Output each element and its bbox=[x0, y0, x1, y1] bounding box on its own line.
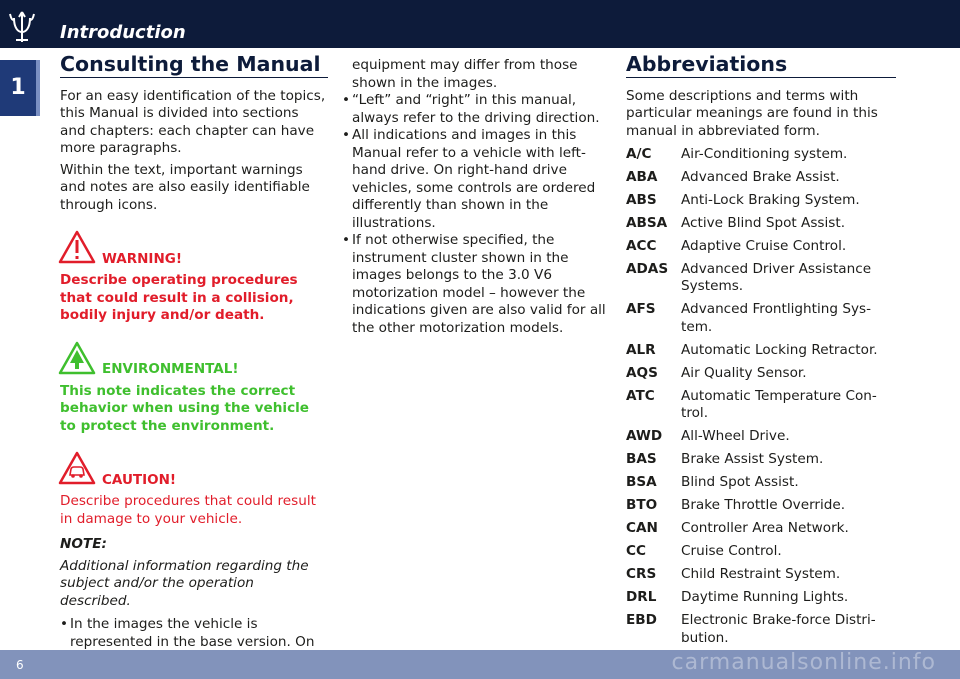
abbreviation-code: ABS bbox=[626, 191, 657, 208]
page-number: 6 bbox=[16, 658, 24, 672]
warning-block bbox=[60, 232, 328, 325]
abbreviation-row bbox=[626, 520, 896, 538]
left-column bbox=[60, 52, 328, 669]
abbreviation-row bbox=[626, 169, 896, 187]
abbreviations-list bbox=[626, 146, 896, 648]
bullet-text: In the images the vehicle is represented in the base version. On bbox=[70, 616, 315, 650]
abbreviation-definition: Advanced Brake Assist. bbox=[681, 168, 840, 185]
warning-triangle-icon bbox=[58, 230, 96, 264]
abbreviation-definition: Air Quality Sensor. bbox=[681, 364, 807, 381]
abbreviation-definition: Anti-Lock Braking System. bbox=[681, 191, 860, 208]
environmental-block bbox=[60, 343, 328, 436]
abbreviation-row bbox=[626, 451, 896, 469]
page-footer bbox=[0, 650, 960, 679]
abbreviation-definition: All-Wheel Drive. bbox=[681, 428, 790, 444]
abbreviation-row bbox=[626, 238, 896, 256]
abbreviation-definition: Brake Assist System. bbox=[681, 451, 824, 467]
abbreviation-code: AQS bbox=[626, 364, 658, 381]
abbreviation-definition: Cruise Control. bbox=[681, 543, 782, 559]
list-item-continuation bbox=[342, 57, 612, 92]
abbreviation-row bbox=[626, 215, 896, 233]
environmental-text: This note indicates the correct behavior when using the vehicle to protect the environment. bbox=[60, 382, 310, 434]
abbreviation-definition: Child Restraint System. bbox=[681, 566, 841, 582]
abbreviation-row bbox=[626, 543, 896, 561]
abbreviation-code: BAS bbox=[626, 451, 657, 467]
bullet-text: “Left” and “right” in this manual, always refer to the driving direction. bbox=[352, 92, 600, 126]
intro-paragraph-1: For an easy identification of the topics, this Manual is divided into sections and chapters: each chapter can have more paragraphs. bbox=[60, 87, 326, 156]
abbreviation-code: ATC bbox=[626, 387, 655, 404]
bullet-text: All indications and images in this Manual refer to a vehicle with left-hand drive. On right-hand drive vehicles, some controls are ordered differently than shown in the illustrations. bbox=[352, 127, 596, 231]
abbreviation-row bbox=[626, 301, 896, 336]
abbreviations-heading: Abbreviations bbox=[626, 56, 896, 78]
caution-label: CAUTION! bbox=[102, 471, 177, 488]
page-header bbox=[0, 0, 960, 48]
abbreviation-row bbox=[626, 612, 896, 647]
abbreviation-row bbox=[626, 365, 896, 383]
abbreviations-intro: Some descriptions and terms with particular meanings are found in this manual in abbreviated form. bbox=[626, 87, 878, 139]
abbreviation-definition: Electronic Brake-force Distri-bution. bbox=[681, 612, 876, 646]
middle-column bbox=[342, 57, 612, 337]
abbreviation-row bbox=[626, 474, 896, 492]
note-text: Additional information regarding the subject and/or the operation described. bbox=[60, 557, 309, 609]
note-title: NOTE: bbox=[60, 536, 107, 552]
bullet-text: If not otherwise specified, the instrument cluster shown in the images belongs to the 3.0 V6 motorization model – however the indications given are also valid for all the other motorization models. bbox=[352, 232, 606, 336]
abbreviation-row bbox=[626, 388, 896, 423]
list-item: • “Left” and “right” in this manual, always refer to the driving direction. bbox=[342, 92, 612, 127]
abbreviation-definition: Daytime Running Lights. bbox=[681, 589, 849, 605]
abbreviation-definition: Adaptive Cruise Control. bbox=[681, 237, 847, 254]
car-triangle-icon bbox=[58, 451, 96, 485]
abbreviation-definition: Controller Area Network. bbox=[681, 520, 849, 536]
abbreviation-definition: Automatic Locking Retractor. bbox=[681, 341, 878, 358]
caution-text: Describe procedures that could result in damage to your vehicle. bbox=[60, 493, 316, 527]
abbreviation-definition: Brake Throttle Override. bbox=[681, 497, 846, 513]
abbreviation-code: BTO bbox=[626, 497, 658, 513]
watermark: carmanualsonline.info bbox=[671, 650, 936, 675]
caution-block bbox=[60, 453, 328, 528]
abbreviation-code: CC bbox=[626, 543, 646, 559]
abbreviation-row bbox=[626, 589, 896, 607]
abbreviation-code: CAN bbox=[626, 520, 658, 536]
abbreviation-code: DRL bbox=[626, 589, 657, 605]
section-title: Introduction bbox=[60, 22, 186, 43]
abbreviation-code: AWD bbox=[626, 428, 663, 444]
abbreviation-row bbox=[626, 566, 896, 584]
trident-logo bbox=[6, 8, 38, 46]
abbreviation-code: CRS bbox=[626, 566, 657, 582]
abbreviation-definition: Advanced Driver Assistance Systems. bbox=[681, 260, 872, 294]
abbreviation-code: ABSA bbox=[626, 214, 668, 231]
abbreviation-definition: Automatic Temperature Con-trol. bbox=[681, 387, 877, 421]
abbreviation-code: EBD bbox=[626, 612, 657, 628]
abbreviation-code: AFS bbox=[626, 301, 656, 317]
list-item: • All indications and images in this Manual refer to a vehicle with left-hand drive. On right-hand drive vehicles, some controls are ordered differently than shown in the illustrations. bbox=[342, 127, 612, 232]
abbreviation-code: ALR bbox=[626, 341, 656, 358]
warning-text: Describe operating procedures that could result in a collision, bodily injury and/or death. bbox=[60, 272, 298, 323]
abbreviation-code: A/C bbox=[626, 145, 652, 162]
abbreviation-code: ABA bbox=[626, 168, 658, 185]
abbreviation-row bbox=[626, 192, 896, 210]
abbreviation-row bbox=[626, 146, 896, 164]
abbreviation-code: ADAS bbox=[626, 260, 669, 277]
abbreviation-definition: Air-Conditioning system. bbox=[681, 145, 848, 162]
abbreviation-definition: Active Blind Spot Assist. bbox=[681, 214, 846, 231]
chapter-tab: 1 bbox=[0, 60, 40, 116]
abbreviation-definition: Blind Spot Assist. bbox=[681, 474, 799, 490]
abbreviation-row bbox=[626, 261, 896, 296]
abbreviation-definition: Advanced Frontlighting Sys-tem. bbox=[681, 301, 871, 335]
consulting-heading: Consulting the Manual bbox=[60, 56, 328, 78]
warning-label: WARNING! bbox=[102, 250, 182, 267]
abbreviation-row bbox=[626, 428, 896, 446]
list-item: • In the images the vehicle is represented in the base version. On bbox=[60, 616, 328, 669]
environmental-label: ENVIRONMENTAL! bbox=[102, 361, 239, 377]
list-item: • If not otherwise specified, the instrument cluster shown in the images belongs to the 3.0 V6 motorization model – however the indications given are also valid for all the other motorization models. bbox=[342, 232, 612, 337]
tree-triangle-icon bbox=[58, 341, 96, 375]
abbreviation-code: ACC bbox=[626, 237, 657, 254]
abbreviation-row bbox=[626, 342, 896, 360]
right-column bbox=[626, 52, 896, 647]
intro-paragraph-2: Within the text, important warnings and notes are also easily identifiable through icons. bbox=[60, 161, 310, 213]
abbreviation-code: BSA bbox=[626, 474, 657, 490]
continuation-text: equipment may differ from those shown in the images. bbox=[352, 57, 578, 91]
abbreviation-row bbox=[626, 497, 896, 515]
